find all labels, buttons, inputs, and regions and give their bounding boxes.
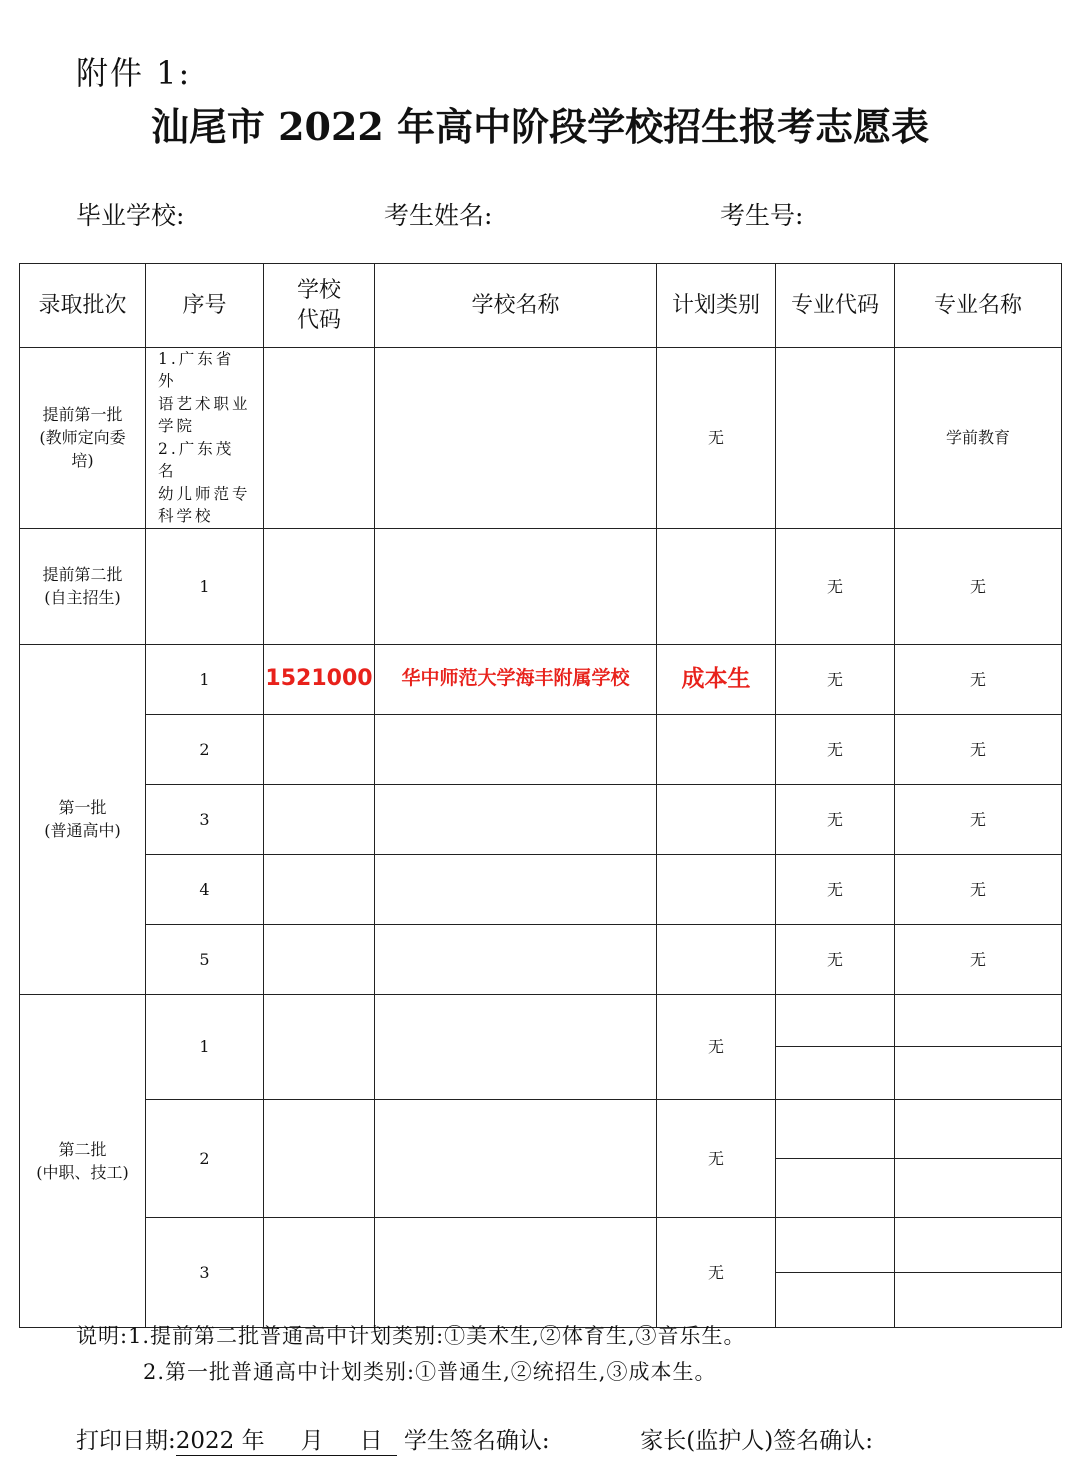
table-row — [20, 348, 1062, 529]
header-cell: 专业代码 — [776, 264, 895, 348]
major-code-cell: 无 — [776, 784, 895, 854]
school-name-cell[interactable] — [375, 994, 657, 1099]
major-name-cell: 无 — [895, 924, 1062, 994]
seq-cell: 3 — [146, 784, 264, 854]
school-text: 幼儿师范专 — [158, 484, 251, 503]
major-code-cell: 无 — [776, 854, 895, 924]
batch-label: (自主招生) — [44, 588, 121, 608]
school-name-cell[interactable] — [375, 1217, 657, 1327]
year-text: 2022 年 — [175, 1428, 265, 1454]
school-code-cell[interactable] — [264, 1217, 375, 1327]
school-text: 2.广东茂名 — [158, 439, 235, 481]
batch-label: (中职、技工) — [36, 1162, 129, 1182]
school-name-cell[interactable]: 华中师范大学海丰附属学校 — [375, 644, 657, 714]
batch-cell — [20, 528, 146, 644]
seq-cell: 1 — [146, 994, 264, 1099]
major-name-cell[interactable] — [895, 1217, 1062, 1327]
seq-cell: 3 — [146, 1217, 264, 1327]
header-cell: 计划类别 — [657, 264, 776, 348]
school-code-cell[interactable] — [264, 348, 375, 529]
major-code-cell: 无 — [776, 924, 895, 994]
student-name-label: 考生姓名: — [384, 201, 493, 230]
table-row — [20, 784, 1062, 854]
seq-cell: 2 — [146, 714, 264, 784]
batch-label: 第一批 — [58, 798, 107, 818]
footer — [76, 1422, 873, 1456]
plan-type-cell[interactable]: 成本生 — [657, 644, 776, 714]
major-code-cell: 无 — [776, 644, 895, 714]
parent-sign-label: 家长(监护人)签名确认: — [640, 1428, 873, 1454]
student-number-label: 考生号: — [720, 201, 804, 230]
school-name-cell[interactable] — [375, 924, 657, 994]
plan-type-cell: 无 — [657, 994, 776, 1099]
table-row — [20, 528, 1062, 644]
school-text: 科学校 — [158, 507, 214, 526]
major-name-cell: 无 — [895, 644, 1062, 714]
plan-type-cell[interactable] — [657, 714, 776, 784]
seq-cell: 5 — [146, 924, 264, 994]
major-code-cell[interactable] — [776, 1217, 895, 1327]
batch-cell — [20, 348, 146, 529]
print-date-field[interactable] — [176, 1422, 397, 1456]
major-code-cell[interactable] — [776, 348, 895, 529]
plan-type-cell[interactable] — [657, 784, 776, 854]
plan-type-cell[interactable] — [657, 528, 776, 644]
seq-cell: 1 — [146, 528, 264, 644]
table-row — [20, 1099, 1062, 1217]
school-code-cell[interactable] — [264, 784, 375, 854]
school-text: 语艺术职业 — [158, 394, 251, 413]
major-name-cell: 无 — [895, 784, 1062, 854]
school-text: 学院 — [158, 417, 196, 436]
school-name-cell[interactable] — [375, 784, 657, 854]
major-name-cell: 学前教育 — [895, 348, 1062, 529]
student-sign-label: 学生签名确认: — [403, 1428, 550, 1454]
major-name-cell[interactable] — [895, 1099, 1062, 1217]
table-row — [20, 854, 1062, 924]
major-name-cell: 无 — [895, 854, 1062, 924]
major-code-cell[interactable] — [776, 994, 895, 1099]
major-name-cell[interactable] — [895, 994, 1062, 1099]
seq-cell: 1 — [146, 644, 264, 714]
header-cell: 录取批次 — [20, 264, 146, 348]
form-title: 汕尾市 2022 年高中阶段学校招生报考志愿表 — [150, 104, 930, 149]
header-cell: 学校代码 — [264, 264, 375, 348]
school-code-cell[interactable]: 1521000 — [264, 644, 375, 714]
header-row — [20, 264, 1062, 348]
designated-schools-cell — [146, 348, 264, 529]
header-cell: 序号 — [146, 264, 264, 348]
note-line-2: 2.第一批普通高中计划类别:①普通生,②统招生,③成本生。 — [143, 1360, 717, 1384]
batch-cell — [20, 644, 146, 994]
table-row — [20, 644, 1062, 714]
table-row — [20, 994, 1062, 1099]
school-code-cell[interactable] — [264, 1099, 375, 1217]
school-name-cell[interactable] — [375, 528, 657, 644]
school-code-cell[interactable] — [264, 714, 375, 784]
school-code-cell[interactable] — [264, 994, 375, 1099]
table-row — [20, 924, 1062, 994]
print-date-label: 打印日期: — [76, 1428, 176, 1454]
table-row — [20, 1217, 1062, 1327]
major-name-cell: 无 — [895, 714, 1062, 784]
batch-label: (普通高中) — [44, 821, 121, 841]
graduate-school-label: 毕业学校: — [76, 201, 185, 230]
batch-label: 培) — [71, 451, 94, 471]
batch-cell — [20, 994, 146, 1327]
school-name-cell[interactable] — [375, 854, 657, 924]
school-name-cell[interactable] — [375, 1099, 657, 1217]
batch-label: 提前第二批 — [42, 565, 123, 585]
table-row — [20, 714, 1062, 784]
school-code-cell[interactable] — [264, 854, 375, 924]
batch-label: 第二批 — [58, 1139, 107, 1159]
school-text: 1.广东省外 — [158, 350, 235, 391]
major-code-cell: 无 — [776, 714, 895, 784]
plan-type-cell[interactable] — [657, 924, 776, 994]
attachment-label: 附件 1: — [76, 54, 192, 92]
seq-cell: 2 — [146, 1099, 264, 1217]
note-line-1: 说明:1.提前第二批普通高中计划类别:①美术生,②体育生,③音乐生。 — [76, 1324, 746, 1348]
application-table — [19, 263, 1062, 1328]
header-cell: 学校名称 — [375, 264, 657, 348]
plan-type-cell: 无 — [657, 1217, 776, 1327]
header-cell: 专业名称 — [895, 264, 1062, 348]
school-code-cell[interactable] — [264, 924, 375, 994]
batch-label: (教师定向委 — [39, 428, 126, 448]
major-name-cell: 无 — [895, 528, 1062, 644]
school-name-cell[interactable] — [375, 348, 657, 529]
day-text: 日 — [359, 1428, 383, 1454]
batch-label: 提前第一批 — [42, 405, 123, 425]
seq-cell: 4 — [146, 854, 264, 924]
major-code-cell: 无 — [776, 528, 895, 644]
major-code-cell[interactable] — [776, 1099, 895, 1217]
plan-type-cell: 无 — [657, 348, 776, 529]
plan-type-cell: 无 — [657, 1099, 776, 1217]
school-name-cell[interactable] — [375, 714, 657, 784]
school-code-cell[interactable] — [264, 528, 375, 644]
month-text: 月 — [300, 1428, 324, 1454]
plan-type-cell[interactable] — [657, 854, 776, 924]
